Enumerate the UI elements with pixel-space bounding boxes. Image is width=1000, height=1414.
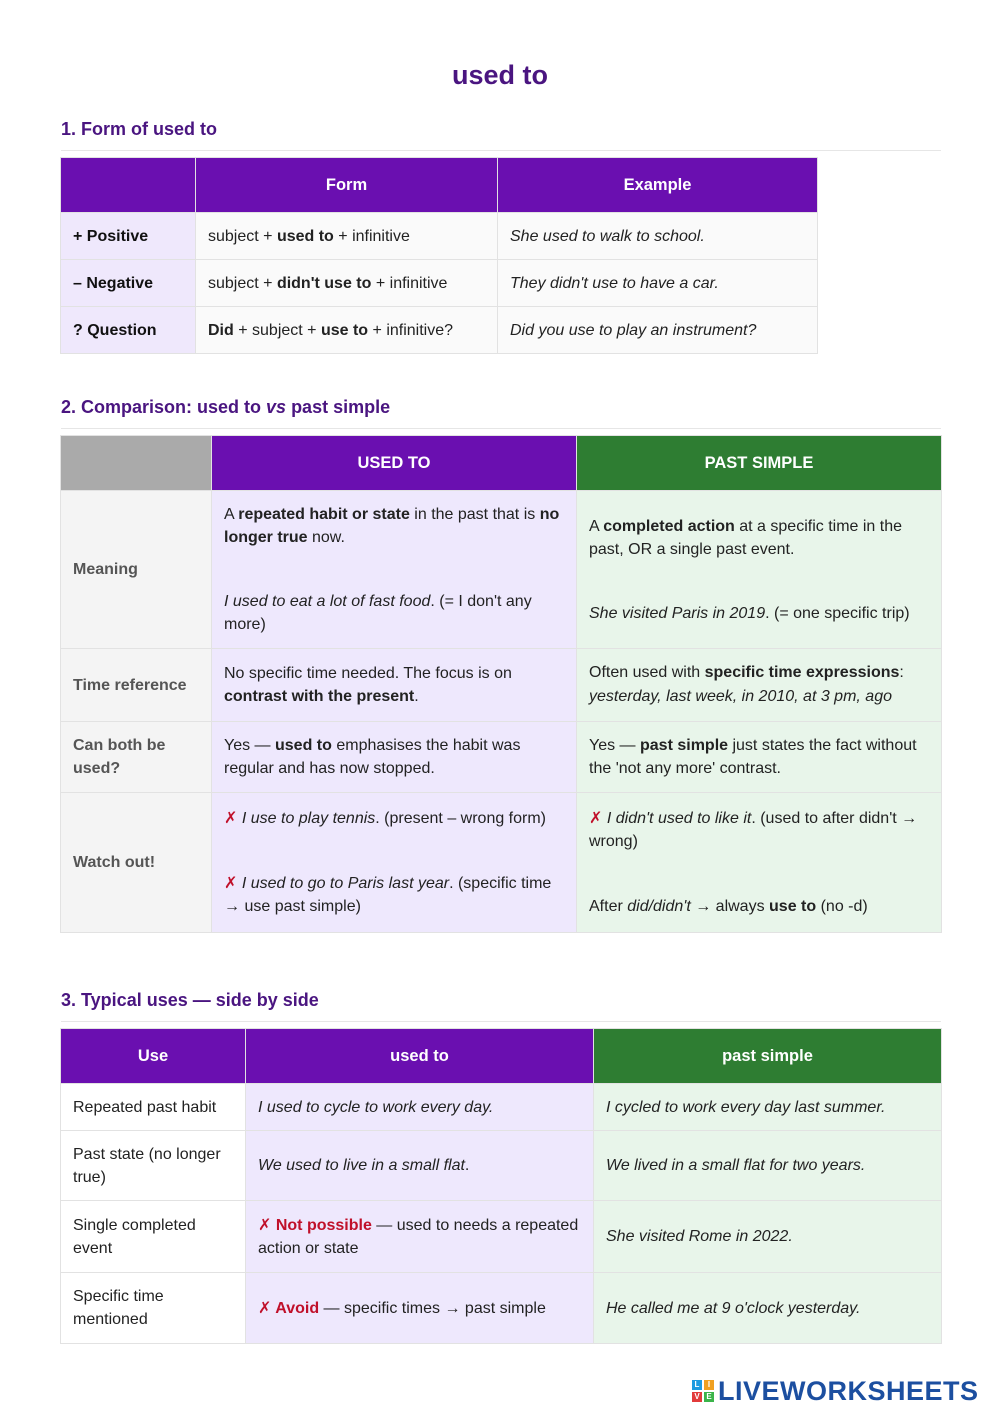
liveworksheets-logo xyxy=(692,1374,979,1408)
section-2-heading xyxy=(61,397,941,418)
comparison-header xyxy=(61,436,942,491)
comparison-row-both-used xyxy=(61,722,942,793)
use-single-event-used-to: ✗ Not possible — used to needs a repeated action or state xyxy=(246,1201,594,1273)
form-header-blank xyxy=(61,158,196,213)
comparison-row-meaning xyxy=(61,491,942,649)
form-row-question xyxy=(61,307,818,354)
logo-mark-icon xyxy=(692,1380,714,1402)
meaning-used-to-definition: A repeated habit or state in the past that is no longer true now. xyxy=(224,506,560,546)
use-specific-time: Specific time mentioned xyxy=(61,1273,246,1344)
use-habit: Repeated past habit xyxy=(61,1084,246,1131)
use-single-event: Single completed event xyxy=(61,1201,246,1273)
form-positive: subject + used to + infinitive xyxy=(196,213,498,260)
use-state-used-to: We used to live in a small flat. xyxy=(246,1131,594,1201)
watch-out-past-simple-error: ✗ I didn't used to like it. (used to after didn't → wrong) xyxy=(589,810,918,850)
watch-out-past-simple xyxy=(577,793,942,933)
watch-out-used-to xyxy=(212,793,577,933)
section-2-heading-start: 2. Comparison: used to xyxy=(61,397,267,417)
watch-out-used-to-error-1: ✗ I use to play tennis. (present – wrong form) xyxy=(224,810,547,827)
time-reference-used-to: No specific time needed. The focus is on contrast with the present. xyxy=(212,649,577,722)
meaning-past-simple-example: She visited Paris in 2019. (= one specific trip) xyxy=(589,604,910,622)
logo-letter: V xyxy=(692,1392,702,1402)
uses-header xyxy=(61,1029,942,1084)
meaning-used-to-example: I used to eat a lot of fast food. (= I don't any more) xyxy=(224,593,532,633)
comparison-table xyxy=(60,435,942,933)
use-single-event-past-simple: She visited Rome in 2022. xyxy=(594,1201,942,1273)
form-row-positive xyxy=(61,213,818,260)
logo-text: LIVEWORKSHEETS xyxy=(718,1375,979,1406)
comparison-header-used-to: USED TO xyxy=(212,436,577,491)
comparison-header-past-simple: PAST SIMPLE xyxy=(577,436,942,491)
time-expressions-list: yesterday, last week, in 2010, at 3 pm, ago xyxy=(589,687,892,705)
typical-uses-table xyxy=(60,1028,942,1344)
uses-header-used-to: used to xyxy=(246,1029,594,1084)
both-used-past-simple: Yes — past simple just states the fact without the 'not any more' contrast. xyxy=(577,722,942,793)
uses-row-specific-time xyxy=(61,1273,942,1344)
logo-letter: E xyxy=(704,1392,714,1402)
uses-row-state xyxy=(61,1131,942,1201)
comparison-row-watch-out xyxy=(61,793,942,933)
form-label-question: ? Question xyxy=(61,307,196,354)
logo-letter: I xyxy=(704,1380,714,1390)
form-table-header xyxy=(61,158,818,213)
meaning-used-to xyxy=(212,491,577,649)
section-3-divider xyxy=(61,1021,941,1022)
label-time-reference: Time reference xyxy=(61,649,212,722)
example-question: Did you use to play an instrument? xyxy=(498,307,818,354)
uses-header-use: Use xyxy=(61,1029,246,1084)
meaning-past-simple xyxy=(577,491,942,649)
both-used-used-to: Yes — used to emphasises the habit was regular and has now stopped. xyxy=(212,722,577,793)
example-negative: They didn't use to have a car. xyxy=(498,260,818,307)
form-question: Did + subject + use to + infinitive? xyxy=(196,307,498,354)
label-both-used: Can both be used? xyxy=(61,722,212,793)
label-watch-out: Watch out! xyxy=(61,793,212,933)
uses-row-single-event xyxy=(61,1201,942,1273)
section-2-heading-vs: vs xyxy=(266,397,287,417)
example-positive: She used to walk to school. xyxy=(498,213,818,260)
label-meaning: Meaning xyxy=(61,491,212,649)
logo-letter: L xyxy=(692,1380,702,1390)
uses-header-past-simple: past simple xyxy=(594,1029,942,1084)
watch-out-past-simple-rule: After did/didn't → always use to (no -d) xyxy=(589,898,868,915)
form-label-positive: + Positive xyxy=(61,213,196,260)
section-2-heading-end: past simple xyxy=(286,397,391,417)
form-label-negative: – Negative xyxy=(61,260,196,307)
use-state: Past state (no longer true) xyxy=(61,1131,246,1201)
comparison-row-time-reference xyxy=(61,649,942,722)
section-2-divider xyxy=(61,428,941,429)
use-habit-past-simple: I cycled to work every day last summer. xyxy=(594,1084,942,1131)
form-header-form: Form xyxy=(196,158,498,213)
use-state-past-simple: We lived in a small flat for two years. xyxy=(594,1131,942,1201)
section-1-divider xyxy=(61,150,941,151)
time-reference-past-simple-text: Often used with specific time expressions: xyxy=(589,663,904,681)
section-3-heading: 3. Typical uses — side by side xyxy=(61,990,319,1010)
form-negative: subject + didn't use to + infinitive xyxy=(196,260,498,307)
uses-row-habit xyxy=(61,1084,942,1131)
form-row-negative xyxy=(61,260,818,307)
use-habit-used-to: I used to cycle to work every day. xyxy=(246,1084,594,1131)
form-header-example: Example xyxy=(498,158,818,213)
meaning-past-simple-definition: A completed action at a specific time in the past, OR a single past event. xyxy=(589,517,902,558)
page-title: used to xyxy=(451,60,548,90)
comparison-header-blank xyxy=(61,436,212,491)
form-table xyxy=(60,157,818,354)
use-specific-time-past-simple: He called me at 9 o'clock yesterday. xyxy=(594,1273,942,1344)
section-1-heading: 1. Form of used to xyxy=(61,119,218,139)
watch-out-used-to-error-2: ✗ I used to go to Paris last year. (specific time → use past simple) xyxy=(224,875,552,915)
use-specific-time-used-to: ✗ Avoid — specific times → past simple xyxy=(246,1273,594,1344)
time-reference-past-simple xyxy=(577,649,942,722)
